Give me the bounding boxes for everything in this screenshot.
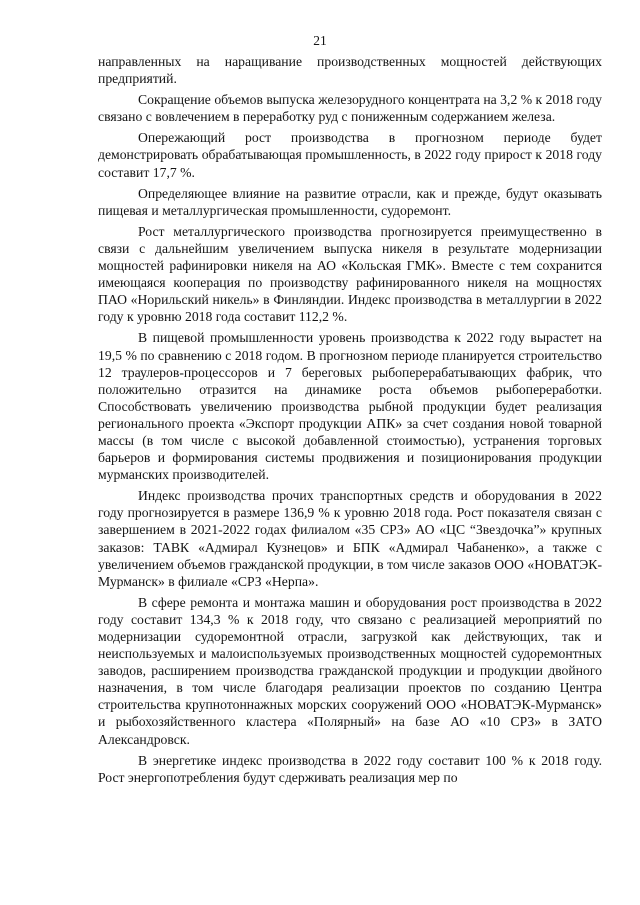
paragraph-continuation: направленных на наращивание производственных мощностей действующих предприятий. xyxy=(98,54,602,87)
page-number: 21 xyxy=(313,33,327,48)
paragraph-machine-repair: В сфере ремонта и монтажа машин и оборудования рост производства в 2022 году составит 134,3 % к 2018 году, что связано с реализацией мероприятий по модернизации судоремонтной отрасли, загрузкой как действующих, так и неиспользуемых и малоиспользуемых производственных мощностей судоремонтных заводов, расширением производства гражданской продукции и продукции двойного назначения, в том числе благодаря реализации проектов по созданию Центра строительства крупнотоннажных морских сооружений ООО «НОВАТЭК-Мурманск» и рыбохозяйственного кластера «Полярный» на базе АО «10 СРЗ» в ЗАТО Александровск. xyxy=(98,594,602,747)
paragraph-iron-ore: Сокращение объемов выпуска железорудного концентрата на 3,2 % к 2018 году связано с вовлечением в переработку руд с пониженным содержанием железа. xyxy=(98,92,602,125)
paragraph-energy: В энергетике индекс производства в 2022 году составит 100 % к 2018 году. Рост энергопотребления будут сдерживать реализация мер по xyxy=(98,752,602,785)
paragraph-key-industries: Определяющее влияние на развитие отрасли, как и прежде, будут оказывать пищевая и металлургическая промышленности, судоремонт. xyxy=(98,185,602,218)
paragraph-metallurgy: Рост металлургического производства прогнозируется преимущественно в связи с дальнейшим увеличением выпуска никеля в результате модернизации мощностей рафинировки никеля на АО «Кольская ГМК». Вместе с тем сохранится имеющаяся кооперация по производству рафинированного никеля на мощностях ПАО «Норильский никель» в Финляндии. Индекс производства в металлургии в 2022 году к уровню 2018 года составит 112,2 %. xyxy=(98,223,602,325)
paragraph-manufacturing: Опережающий рост производства в прогнозном периоде будет демонстрировать обрабатывающая промышленность, в 2022 году прирост к 2018 году составит 17,7 %. xyxy=(98,130,602,180)
paragraph-food-industry: В пищевой промышленности уровень производства к 2022 году вырастет на 19,5 % по сравнению с 2018 годом. В прогнозном периоде планируется строительство 12 траулеров-процессоров и 7 береговых рыбоперерабатывающих фабрик, что положительно отразится на динамике роста объемов рыбопереработки. Способствовать увеличению производства рыбной продукции будет реализация регионального проекта «Экспорт продукции АПК» за счет создания новой товарной массы (в том числе с высокой добавленной стоимостью), устранения торговых барьеров и формирования системы продвижения и позиционирования продукции мурманских производителей. xyxy=(98,330,602,483)
document-body xyxy=(98,53,602,786)
paragraph-transport-equipment: Индекс производства прочих транспортных средств и оборудования в 2022 году прогнозируется в размере 136,9 % к уровню 2018 года. Рост показателя связан с завершением в 2021-2022 годах филиалом «35 СРЗ» АО «ЦС “Звездочка”» крупных заказов: ТАВК «Адмирал Кузнецов» и БПК «Адмирал Чабаненко», а также с увеличением объемов гражданской продукции, в том числе заказов ООО «НОВАТЭК-Мурманск» в филиале «СРЗ «Нерпа». xyxy=(98,488,602,589)
